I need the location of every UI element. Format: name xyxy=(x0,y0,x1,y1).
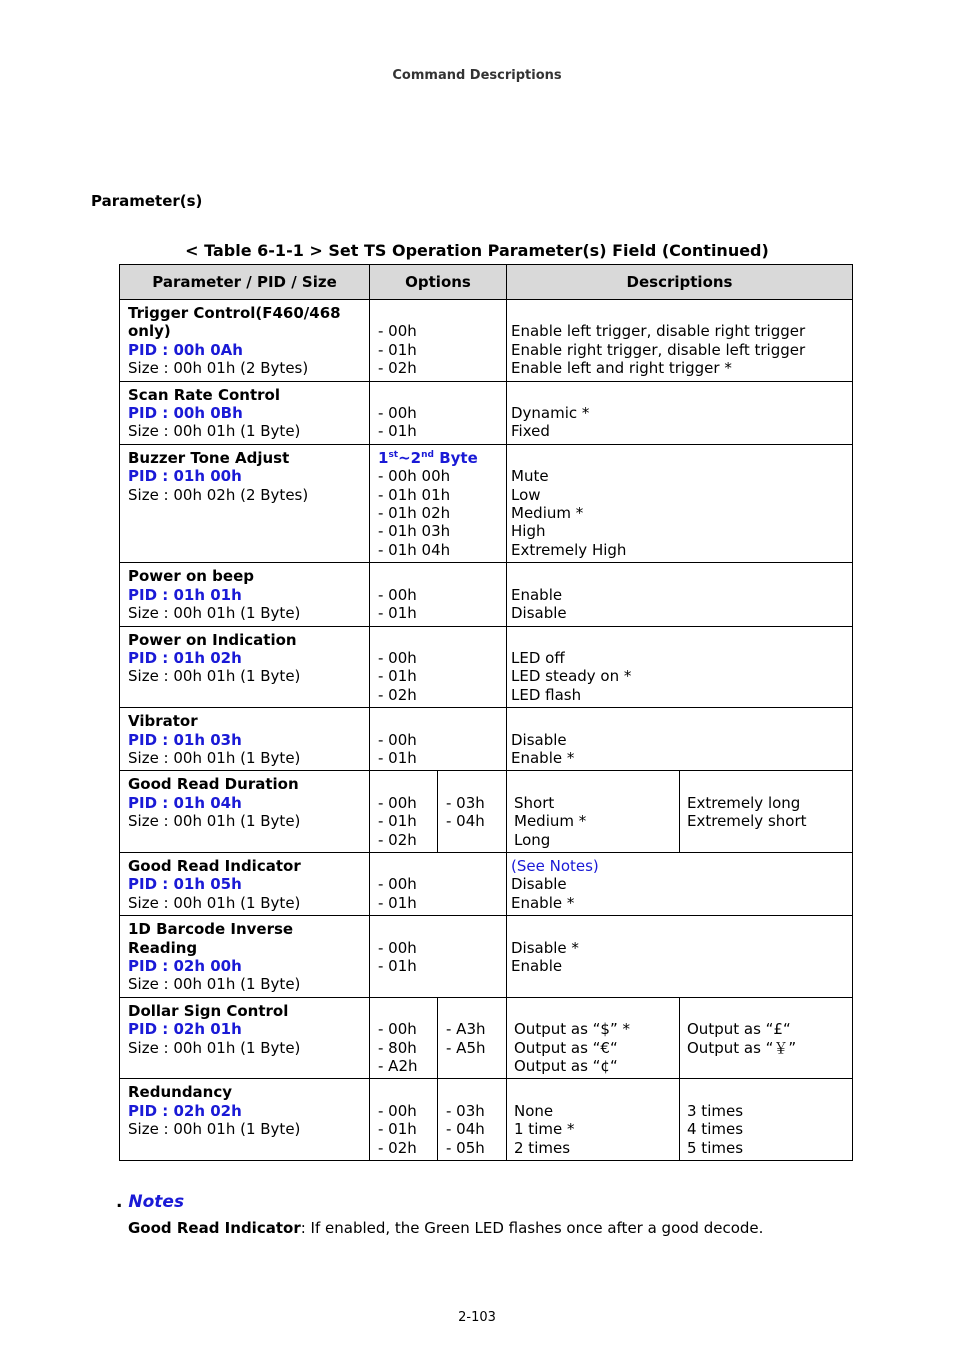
notes-title xyxy=(116,1192,184,1212)
option-value: - 01h xyxy=(378,422,417,441)
line-spacer xyxy=(446,775,500,793)
options-cell-secondary xyxy=(438,1079,507,1161)
line-spacer xyxy=(511,386,848,404)
parameter-cell xyxy=(120,444,370,562)
column-header-parameter: Parameter / PID / Size xyxy=(120,265,370,300)
line-spacer xyxy=(378,304,498,322)
byte-range-heading xyxy=(378,449,498,467)
option-value: - 00h xyxy=(378,1101,417,1120)
column-header-options: Options xyxy=(370,265,507,300)
parameter-cell xyxy=(120,852,370,915)
line-spacer xyxy=(511,567,848,585)
description-text: Disable xyxy=(511,730,567,749)
options-cell xyxy=(370,381,507,444)
parameter-cell xyxy=(120,771,370,853)
line-spacer xyxy=(378,386,498,404)
parameter-cell xyxy=(120,916,370,998)
see-notes-link[interactable]: (See Notes) xyxy=(511,856,599,875)
description-text: High xyxy=(511,522,546,541)
table-row xyxy=(120,1079,853,1161)
descriptions-cell-secondary xyxy=(680,1079,853,1161)
table-row xyxy=(120,381,853,444)
notes-body xyxy=(128,1219,763,1237)
parameter-pid: PID : 01h 02h xyxy=(128,648,242,667)
descriptions-cell-secondary xyxy=(680,771,853,853)
option-value: - 00h 00h xyxy=(378,467,451,486)
option-value: - 00h xyxy=(378,1020,417,1039)
page-number: 2-103 xyxy=(458,1310,496,1325)
parameter-size: Size : 00h 01h (1 Byte) xyxy=(128,748,301,767)
options-cell xyxy=(370,300,507,382)
options-cell xyxy=(370,626,507,708)
descriptions-cell xyxy=(507,300,853,382)
line-spacer xyxy=(687,775,848,793)
line-spacer xyxy=(378,631,498,649)
option-value: - 01h 03h xyxy=(378,522,451,541)
descriptions-cell xyxy=(507,771,680,853)
descriptions-cell xyxy=(507,444,853,562)
parameter-name: 1D Barcode Inverse Reading xyxy=(128,920,294,957)
option-value: - 01h xyxy=(378,604,417,623)
table-header-row xyxy=(120,265,853,300)
option-value: - 00h xyxy=(378,938,417,957)
description-text: 1 time * xyxy=(514,1120,575,1139)
descriptions-cell xyxy=(507,852,853,915)
byte-heading-s1: st xyxy=(388,449,399,460)
description-text: Fixed xyxy=(511,422,550,441)
line-spacer xyxy=(687,1002,848,1020)
parameter-size: Size : 00h 01h (1 Byte) xyxy=(128,975,301,994)
option-value: - 00h xyxy=(378,730,417,749)
descriptions-cell xyxy=(507,916,853,998)
parameter-name: Vibrator xyxy=(128,712,198,731)
option-value: - 01h xyxy=(378,956,417,975)
parameter-name: Power on Indication xyxy=(128,630,297,649)
parameter-size: Size : 00h 01h (2 Bytes) xyxy=(128,359,309,378)
option-value: - 80h xyxy=(378,1038,417,1057)
parameter-name: Good Read Duration xyxy=(128,775,299,794)
table-row xyxy=(120,852,853,915)
description-text: Extremely long xyxy=(687,793,801,812)
line-spacer xyxy=(514,775,675,793)
parameter-cell xyxy=(120,708,370,771)
parameter-pid: PID : 01h 03h xyxy=(128,730,242,749)
byte-heading-n1: 1 xyxy=(378,448,389,467)
option-value: - 01h 01h xyxy=(378,485,451,504)
option-value: - 01h xyxy=(378,748,417,767)
option-value: - 03h xyxy=(446,793,485,812)
table-body xyxy=(120,300,853,1161)
line-spacer xyxy=(378,775,431,793)
line-spacer xyxy=(446,1002,500,1020)
parameter-name: Buzzer Tone Adjust xyxy=(128,448,290,467)
option-value: - 01h 04h xyxy=(378,540,451,559)
parameter-size: Size : 00h 02h (2 Bytes) xyxy=(128,485,309,504)
option-value: - 01h xyxy=(378,893,417,912)
parameter-cell xyxy=(120,300,370,382)
options-cell xyxy=(370,1079,438,1161)
option-value: - 00h xyxy=(378,875,417,894)
parameter-size: Size : 00h 01h (1 Byte) xyxy=(128,1038,301,1057)
option-value: - 02h xyxy=(378,685,417,704)
notes-term: Good Read Indicator xyxy=(128,1219,301,1237)
description-text: Disable xyxy=(511,875,567,894)
line-spacer xyxy=(511,449,848,467)
description-text: Enable xyxy=(511,585,563,604)
description-text: Enable * xyxy=(511,893,575,912)
table-row xyxy=(120,997,853,1079)
description-text: 3 times xyxy=(687,1101,744,1120)
option-value: - A5h xyxy=(446,1038,486,1057)
parameter-pid: PID : 01h 05h xyxy=(128,875,242,894)
description-text: Enable xyxy=(511,956,563,975)
options-cell xyxy=(370,563,507,626)
description-text: LED flash xyxy=(511,685,582,704)
parameter-size: Size : 00h 01h (1 Byte) xyxy=(128,667,301,686)
parameter-cell xyxy=(120,1079,370,1161)
notes-text: : If enabled, the Green LED flashes once after a good decode. xyxy=(300,1219,764,1237)
option-value: - 02h xyxy=(378,359,417,378)
description-text: Output as “$” * xyxy=(514,1020,631,1039)
parameter-size: Size : 00h 01h (1 Byte) xyxy=(128,893,301,912)
description-text: Enable left and right trigger * xyxy=(511,359,732,378)
description-text: Disable * xyxy=(511,938,579,957)
options-cell xyxy=(370,852,507,915)
parameters-table xyxy=(119,264,853,1161)
line-spacer xyxy=(511,712,848,730)
descriptions-cell xyxy=(507,1079,680,1161)
options-cell xyxy=(370,444,507,562)
parameter-cell xyxy=(120,381,370,444)
descriptions-cell xyxy=(507,563,853,626)
column-header-descriptions: Descriptions xyxy=(507,265,853,300)
parameter-pid: PID : 01h 01h xyxy=(128,585,242,604)
line-spacer xyxy=(514,1002,675,1020)
line-spacer xyxy=(378,567,498,585)
description-text: Dynamic * xyxy=(511,404,590,423)
parameter-name: Dollar Sign Control xyxy=(128,1001,289,1020)
option-value: - 00h xyxy=(378,648,417,667)
table-row xyxy=(120,563,853,626)
parameter-cell xyxy=(120,626,370,708)
option-value: - 01h xyxy=(378,340,417,359)
description-text: Long xyxy=(514,830,551,849)
options-cell xyxy=(370,771,438,853)
options-cell-secondary xyxy=(438,997,507,1079)
parameter-pid: PID : 00h 0Bh xyxy=(128,404,243,423)
descriptions-cell xyxy=(507,708,853,771)
description-text: LED off xyxy=(511,648,565,667)
descriptions-cell xyxy=(507,626,853,708)
parameter-cell xyxy=(120,997,370,1079)
parameter-pid: PID : 02h 02h xyxy=(128,1101,242,1120)
parameter-pid: PID : 02h 00h xyxy=(128,956,242,975)
table-row xyxy=(120,771,853,853)
description-text: Extremely High xyxy=(511,540,627,559)
line-spacer xyxy=(446,1083,500,1101)
option-value: - 01h xyxy=(378,1120,417,1139)
description-text: Extremely short xyxy=(687,812,807,831)
parameter-name: Trigger Control(F460/468 only) xyxy=(128,304,341,341)
description-text: Short xyxy=(514,793,555,812)
table-row xyxy=(120,300,853,382)
byte-heading-s2: nd xyxy=(421,449,434,460)
option-value: - A2h xyxy=(378,1056,418,1075)
description-text: Low xyxy=(511,485,541,504)
line-spacer xyxy=(511,304,848,322)
description-text: 2 times xyxy=(514,1138,571,1157)
description-text: Output as “￥” xyxy=(687,1038,797,1057)
table-row xyxy=(120,626,853,708)
option-value: - 01h 02h xyxy=(378,504,451,523)
option-value: - 00h xyxy=(378,322,417,341)
parameter-pid: PID : 02h 01h xyxy=(128,1020,242,1039)
option-value: - 01h xyxy=(378,812,417,831)
option-value: - 05h xyxy=(446,1138,485,1157)
options-cell xyxy=(370,708,507,771)
option-value: - 00h xyxy=(378,793,417,812)
option-value: - A3h xyxy=(446,1020,486,1039)
description-text: Mute xyxy=(511,467,549,486)
description-text: Medium * xyxy=(511,504,584,523)
line-spacer xyxy=(378,1002,431,1020)
parameter-size: Size : 00h 01h (1 Byte) xyxy=(128,422,301,441)
notes-title-text: Notes xyxy=(128,1192,185,1212)
running-header: Command Descriptions xyxy=(392,68,562,83)
parameter-name: Scan Rate Control xyxy=(128,385,280,404)
parameter-pid: PID : 01h 04h xyxy=(128,793,242,812)
line-spacer xyxy=(378,920,498,938)
line-spacer xyxy=(514,1083,675,1101)
descriptions-cell xyxy=(507,997,680,1079)
option-value: - 04h xyxy=(446,812,485,831)
description-text: Medium * xyxy=(514,812,587,831)
descriptions-cell xyxy=(507,381,853,444)
byte-heading-mid: ~2 xyxy=(398,448,422,467)
description-text: Output as “£“ xyxy=(687,1020,791,1039)
options-cell-secondary xyxy=(438,771,507,853)
description-text: Enable right trigger, disable left trigger xyxy=(511,340,806,359)
description-text: Output as “¢“ xyxy=(514,1056,618,1075)
option-value: - 00h xyxy=(378,585,417,604)
line-spacer xyxy=(687,1083,848,1101)
section-title: Parameter(s) xyxy=(91,192,203,210)
description-text: LED steady on * xyxy=(511,667,632,686)
parameter-size: Size : 00h 01h (1 Byte) xyxy=(128,604,301,623)
line-spacer xyxy=(378,712,498,730)
options-cell xyxy=(370,997,438,1079)
table-row xyxy=(120,708,853,771)
options-cell xyxy=(370,916,507,998)
line-spacer xyxy=(378,857,498,875)
description-text: Output as “€“ xyxy=(514,1038,618,1057)
option-value: - 04h xyxy=(446,1120,485,1139)
parameter-pid: PID : 01h 00h xyxy=(128,467,242,486)
option-value: - 01h xyxy=(378,667,417,686)
option-value: - 03h xyxy=(446,1101,485,1120)
parameter-pid: PID : 00h 0Ah xyxy=(128,340,243,359)
parameter-cell xyxy=(120,563,370,626)
byte-heading-tail: Byte xyxy=(433,448,478,467)
parameter-size: Size : 00h 01h (1 Byte) xyxy=(128,812,301,831)
table-caption: < Table 6-1-1 > Set TS Operation Parameter(s) Field (Continued) xyxy=(185,241,769,260)
option-value: - 00h xyxy=(378,404,417,423)
table-row xyxy=(120,916,853,998)
notes-bullet: . xyxy=(116,1192,123,1212)
description-text: None xyxy=(514,1101,554,1120)
parameter-name: Power on beep xyxy=(128,567,254,586)
description-text: 4 times xyxy=(687,1120,744,1139)
line-spacer xyxy=(378,1083,431,1101)
line-spacer xyxy=(511,631,848,649)
description-text: 5 times xyxy=(687,1138,744,1157)
table-row xyxy=(120,444,853,562)
parameter-name: Good Read Indicator xyxy=(128,856,301,875)
description-text: Disable xyxy=(511,604,567,623)
description-text: Enable * xyxy=(511,748,575,767)
option-value: - 02h xyxy=(378,830,417,849)
parameter-size: Size : 00h 01h (1 Byte) xyxy=(128,1120,301,1139)
option-value: - 02h xyxy=(378,1138,417,1157)
description-text: Enable left trigger, disable right trigger xyxy=(511,322,806,341)
parameter-name: Redundancy xyxy=(128,1083,233,1102)
descriptions-cell-secondary xyxy=(680,997,853,1079)
line-spacer xyxy=(511,920,848,938)
